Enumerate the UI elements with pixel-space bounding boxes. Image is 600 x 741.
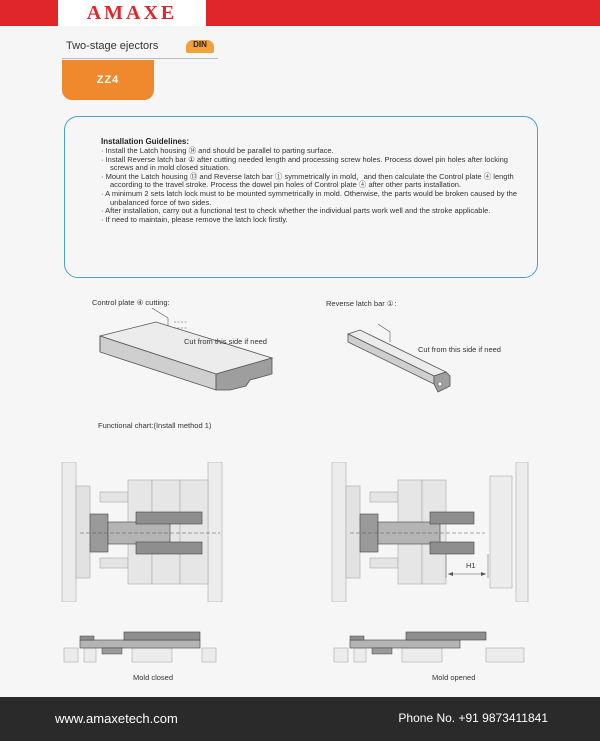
installation-guidelines-box xyxy=(64,116,538,278)
mold-closed-section xyxy=(62,628,222,664)
guideline-item: · Install the Latch housing ⑭ and should be parallel to parting surface. xyxy=(101,147,531,156)
website-link[interactable]: www.amaxetech.com xyxy=(55,711,178,726)
control-plate-label: Control plate ④ cutting: xyxy=(92,298,170,307)
model-tab-label: ZZ4 xyxy=(96,74,120,86)
model-tab xyxy=(62,60,154,100)
functional-chart-label: Functional chart:(Install method 1) xyxy=(98,421,212,430)
brand-name: AMAXE xyxy=(86,1,178,24)
mold-closed-assembly xyxy=(60,462,228,602)
stroke-label: H1 xyxy=(466,561,476,570)
mold-opened-section xyxy=(332,628,528,664)
mold-closed-label: Mold closed xyxy=(133,673,174,682)
mold-opened-label: Mold opened xyxy=(432,673,476,682)
guideline-item: · Install Reverse latch bar ① after cutting needed length and processing screw holes. Process dowel pin holes after locking screws and in mold closed situation. xyxy=(101,156,531,173)
reverse-bar-label: Reverse latch bar ①： xyxy=(326,299,402,308)
title-divider xyxy=(62,58,218,59)
guidelines-title: Installation Guidelines: xyxy=(101,137,190,146)
din-badge: DIN xyxy=(186,40,214,53)
guideline-item: · A minimum 2 sets latch lock must to be mounted symmetrically in mold. Otherwise, the parts would be broken caused by the unbalanced force of two sides. xyxy=(101,190,531,207)
guideline-item: · Mount the Latch housing ⑬ and Reverse latch bar ① symmetrically in mold，and then calculate the Control plate ④ length according to the travel stroke. Process the dowel pin holes of Control plate ④ after other parts installation. xyxy=(101,173,531,190)
footer-bar xyxy=(0,697,600,741)
reverse-latch-bar-drawing xyxy=(344,312,484,396)
phone-number: Phone No. +91 9873411841 xyxy=(398,711,548,725)
guidelines-list xyxy=(101,147,531,224)
guideline-item: · If need to maintain, please remove the latch lock firstly. xyxy=(101,216,531,225)
guideline-item: · After installation, carry out a functional test to check whether the individual parts work well and the stroke applicable. xyxy=(101,207,531,216)
control-plate-drawing xyxy=(88,308,288,400)
control-plate-cut-note: Cut from this side if need xyxy=(184,337,267,346)
section-title: Two-stage ejectors xyxy=(66,40,159,52)
brand-logo xyxy=(58,0,206,26)
mold-opened-assembly xyxy=(330,462,530,602)
top-bar xyxy=(0,0,600,26)
reverse-bar-cut-note: Cut from this side if need xyxy=(418,345,501,354)
